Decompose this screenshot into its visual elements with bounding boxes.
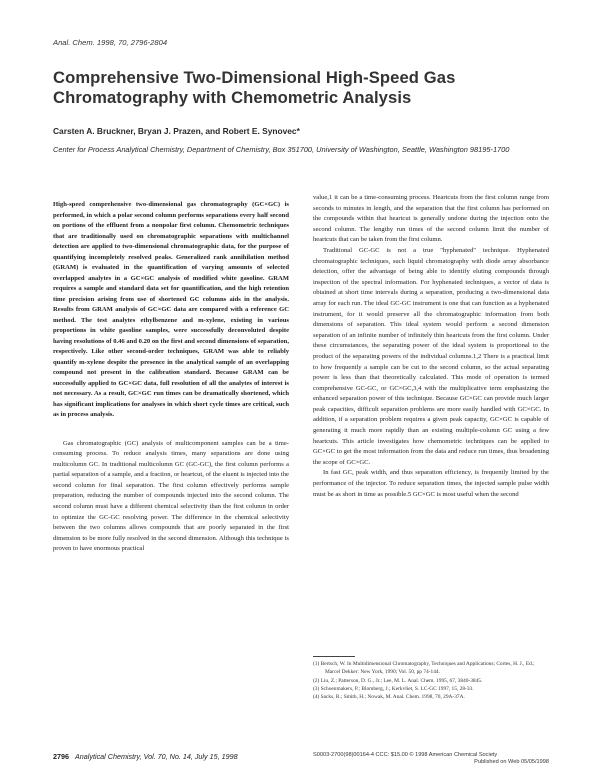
body-paragraph: In fast GC, peak width, and thus separation efficiency, is frequently limited by the performance of the injector. To reduce separation times, the injected sample pulse width must be as short in time as possible.5 GC×GC is most useful when the second	[313, 469, 549, 498]
affiliation: Center for Process Analytical Chemistry, Department of Chemistry, Box 351700, University of Washington, Seattle, Washington 98195-1700	[53, 145, 510, 154]
page-footer	[53, 752, 238, 761]
published-date: Published on Web 05/05/1998	[474, 759, 549, 765]
footnote: (3) Schoenmakers, P.; Blomberg, J.; Kerkvliet, S. LC-GC 1997, 15, 28-33.	[313, 685, 474, 692]
body-paragraph: Gas chromatographic (GC) analysis of multicomponent samples can be a time-consuming process. To reduce analysis times, many separations are done using multicolumn GC. In traditional multicolumn GC (GC-GC), the first column performs a partial separation of a sample, and a fraction, or heartcut, of the eluent is injected into the second column for final separation. The first column effectively performs sample preparation, reducing the number of compounds injected into the second column. The second column must have a different chemical selectivity than the first column in order to optimize the GC-GC resolving power. The difference in the chemical selectivity between the two columns allows compounds that are poorly separated in the first dimension to be more fully resolved in the second dimension. Although this technique is proven to have enormous practical	[53, 439, 289, 553]
left-column	[53, 200, 289, 555]
author-list: Carsten A. Bruckner, Bryan J. Prazen, and Robert E. Synovec*	[53, 126, 300, 136]
journal-issue: Analytical Chemistry, Vol. 70, No. 14, July 15, 1998	[75, 752, 238, 761]
footnotes	[313, 660, 549, 701]
right-column	[313, 193, 549, 500]
journal-abbrev: Anal. Chem.	[53, 38, 95, 47]
page-number: 2796	[53, 752, 69, 761]
journal-year: 1998,	[96, 38, 116, 47]
body-paragraph: value,1 it can be a time-consuming process. Heartcuts from the first column range from seconds to minutes in length, and the separation that the first column has performed on the compounds within that heartcut is generally undone during the injection onto the second column. The lengthy run times of the second column limit the number of heartcuts that can be taken from the first column.	[313, 194, 549, 244]
copyright-line: S0003-2700(98)00164-4 CCC: $15.00 © 1998 American Chemical Society	[313, 752, 498, 758]
footnote: (4) Sacks, R.; Smith, H.; Nowak, M. Anal. Chem. 1998, 70, 29A-37A.	[313, 694, 465, 701]
copyright-block	[313, 752, 549, 766]
body-paragraph: Traditional GC-GC is not a true "hyphenated" technique. Hyphenated chromatographic techniques, such liquid chromatography with diode array absorbance detection, offer the advantage of being able to identify eluting compounds through inspection of the spectral information. For hyphenated techniques, a vector of data is obtained at short time intervals during a separation, producing a two-dimensional data array for each run. The ideal GC-GC instrument is one that can function as a hyphenated instrument, for it would preserve all the chromatographic information from both dimensions of separation. This ideal system would perform a second dimension separation of an infinite number of infinitely thin heartcuts from the first column. Under these circumstances, the separating power of the ideal system is proportional to the product of the separating powers of the individual columns.1,2 There is a practical limit to how frequently a sample can be cut to the second column, so the actual separating power is less than that theoretically calculated. This mode of operation is termed comprehensive GC-GC, or GC×GC,3,4 with the multiplicative term emphasizing the enhanced separation power of this technique. Because GC×GC can provide much larger peak capacities, difficult separation problems are more easily handled with GC×GC. In addition, if a separation problem requires a given peak capacity, GC×GC is capable of generating it much more rapidly than an existing multiple-column GC using a few heartcuts. This article investigates how chemometric techniques can be applied to GC×GC to get the most information from the data and reduce run times, thus broadening the scope of GC×GC.	[313, 246, 549, 466]
running-head	[53, 38, 167, 47]
footnote: (1) Bertsch, W. In Multidimensional Chromatography, Techniques and Applications; Cortes, H. J., Ed.; Marcel Dekker: New York, 1990; Vol. 50, pp 74-144.	[313, 661, 535, 676]
abstract: High-speed comprehensive two-dimensional gas chromatography (GC×GC) is performed, in which a polar second column performs separations every half second on portions of the effluent from a nonpolar first column. Chemometric techniques that are traditionally used on chromatographic separations with multichannel detection are applied to two-dimensional chromatographic data, for the purpose of quantifying incompletely resolved peaks. Generalized rank annihilation method (GRAM) is evaluated in the quantification of varying amounts of selected overlapped analytes in a GC×GC analysis of modified white gasoline. GRAM requires a sample and standard data set for quantification, and the high retention time precision arising from use of shortened GC columns aids in the analysis. Results from GRAM analysis of GC×GC data are compared with a reference GC method. The test analytes ethylbenzene and m-xylene, existing in various proportions in white gasoline samples, were successfully deconvoluted despite having resolutions of 0.46 and 0.20 on the first and second dimensions of separation, respectively. Like other second-order techniques, GRAM was able to reliably quantify m-xylene despite the presence in the analytical sample of an overlapping compound not present in the calibration standard. Because GRAM can be successfully applied to GC×GC data, full resolution of all the analytes of interest is not necessary. As a result, GC×GC run times can be dramatically shortened, which has significant implications for analyses in which short cycle times are critical, such as in process analysis.	[53, 201, 289, 418]
article-title: Comprehensive Two-Dimensional High-Speed Gas Chromatography with Chemometric Analysis	[53, 68, 456, 107]
footnote-divider	[313, 656, 355, 657]
volume-pages: 70, 2796-2804	[118, 38, 168, 47]
footnote: (2) Liu, Z.; Patterson, D. G., Jr.; Lee, M. L. Anal. Chem. 1995, 67, 3840-3845.	[313, 677, 483, 684]
